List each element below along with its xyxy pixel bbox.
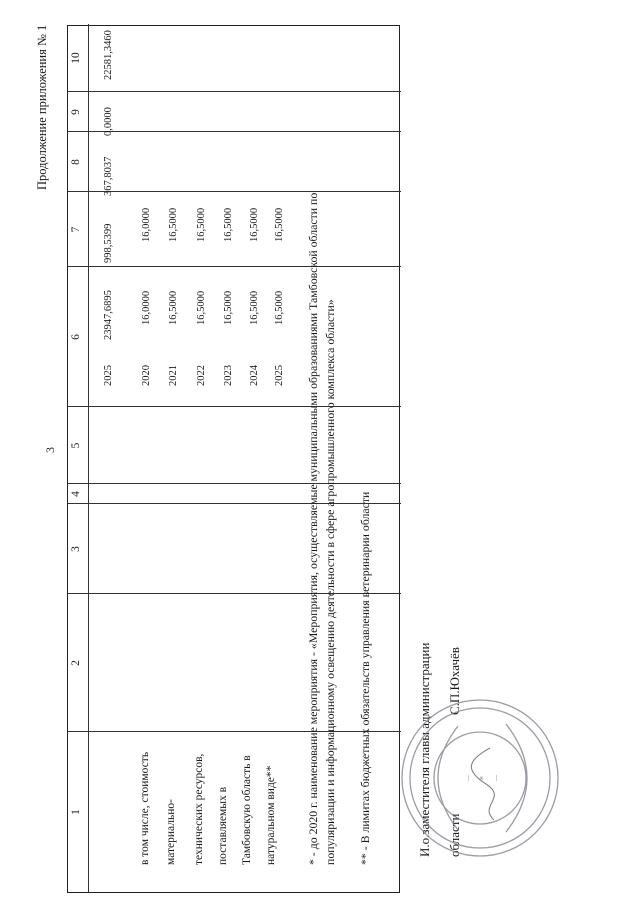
column-number: 5 [70,442,82,449]
column-divider [68,483,401,484]
footnote-1-line-2: популяризации и информационному освещению деятельности в сфере агропромышленного комплекса области» [323,299,337,865]
signer-position-cont: области [447,813,462,857]
column-number: 6 [70,334,82,340]
column-number: 3 [70,546,82,552]
signer-name: С.П.Юхачёв [447,647,462,715]
column-number: 4 [70,491,82,497]
subsection-label-line: технических ресурсов, [193,753,205,865]
column-number: 1 [70,809,82,815]
column-divider [68,266,401,267]
seal-text: — [464,774,472,782]
column-number: 8 [70,159,82,165]
column-divider [68,731,401,732]
year-cell: 2021 [168,365,179,386]
subsection-label-line: материально- [165,799,177,865]
column-number: 7 [70,226,82,233]
value-cell: 16,5000 [223,290,234,325]
signer-position: И.о.заместителя главы администрации [417,642,432,857]
header-rule [88,24,89,892]
value-cell: 16,0000 [141,290,152,325]
value-cell: 367,8037 [103,156,114,196]
column-number: 10 [70,52,82,64]
column-divider [68,131,401,132]
year-cell: 2022 [196,365,207,386]
column-divider [68,406,401,407]
value-cell: 16,5000 [196,290,207,325]
year-cell: 2023 [223,365,234,386]
official-seal-stamp [398,695,563,860]
subsection-label-line: натуральном виде** [265,765,277,865]
year-cell: 2025 [103,365,114,386]
value-cell: 16,5000 [274,290,285,325]
value-cell: 23947,6895 [103,290,114,340]
subsection-label-line: Тамбовскую область в [241,755,253,865]
column-number: 2 [70,660,82,666]
subsection-label-line: в том числе, стоимость [139,751,151,865]
column-divider [68,593,401,594]
year-cell: 2020 [141,365,152,386]
value-cell: 16,5000 [168,207,179,242]
column-number: 9 [70,109,82,115]
subsection-label-line: поставляемых в [217,786,229,865]
seal-text: ✶ [478,775,486,781]
value-cell: 16,5000 [274,207,285,242]
value-cell: 16,5000 [249,207,260,242]
signature-scribble [471,748,494,820]
value-cell: 16,0000 [141,207,152,242]
value-cell: 16,5000 [249,290,260,325]
year-cell: 2024 [249,365,260,386]
column-divider [68,191,401,192]
value-cell: 0,0000 [103,107,114,136]
value-cell: 22581,3460 [103,30,114,80]
page-number: 3 [43,447,57,453]
year-cell: 2025 [274,365,285,386]
data-table [67,25,400,893]
column-divider [68,503,401,504]
footnote-2: ** - В лимитах бюджетных обязательств управления ветеринарии области [358,491,372,865]
seal-text: — [492,774,500,782]
annex-title: Продолжение приложения № 1 [35,24,49,190]
value-cell: 16,5000 [223,207,234,242]
footnote-1-line-1: * - до 2020 г. наименование мероприятия - «Мероприятия, осуществляемые муниципальными образованиями Тамбовской области по [306,192,320,865]
value-cell: 16,5000 [168,290,179,325]
value-cell: 16,5000 [196,207,207,242]
value-cell: 998,5399 [103,223,114,263]
column-divider [68,91,401,92]
